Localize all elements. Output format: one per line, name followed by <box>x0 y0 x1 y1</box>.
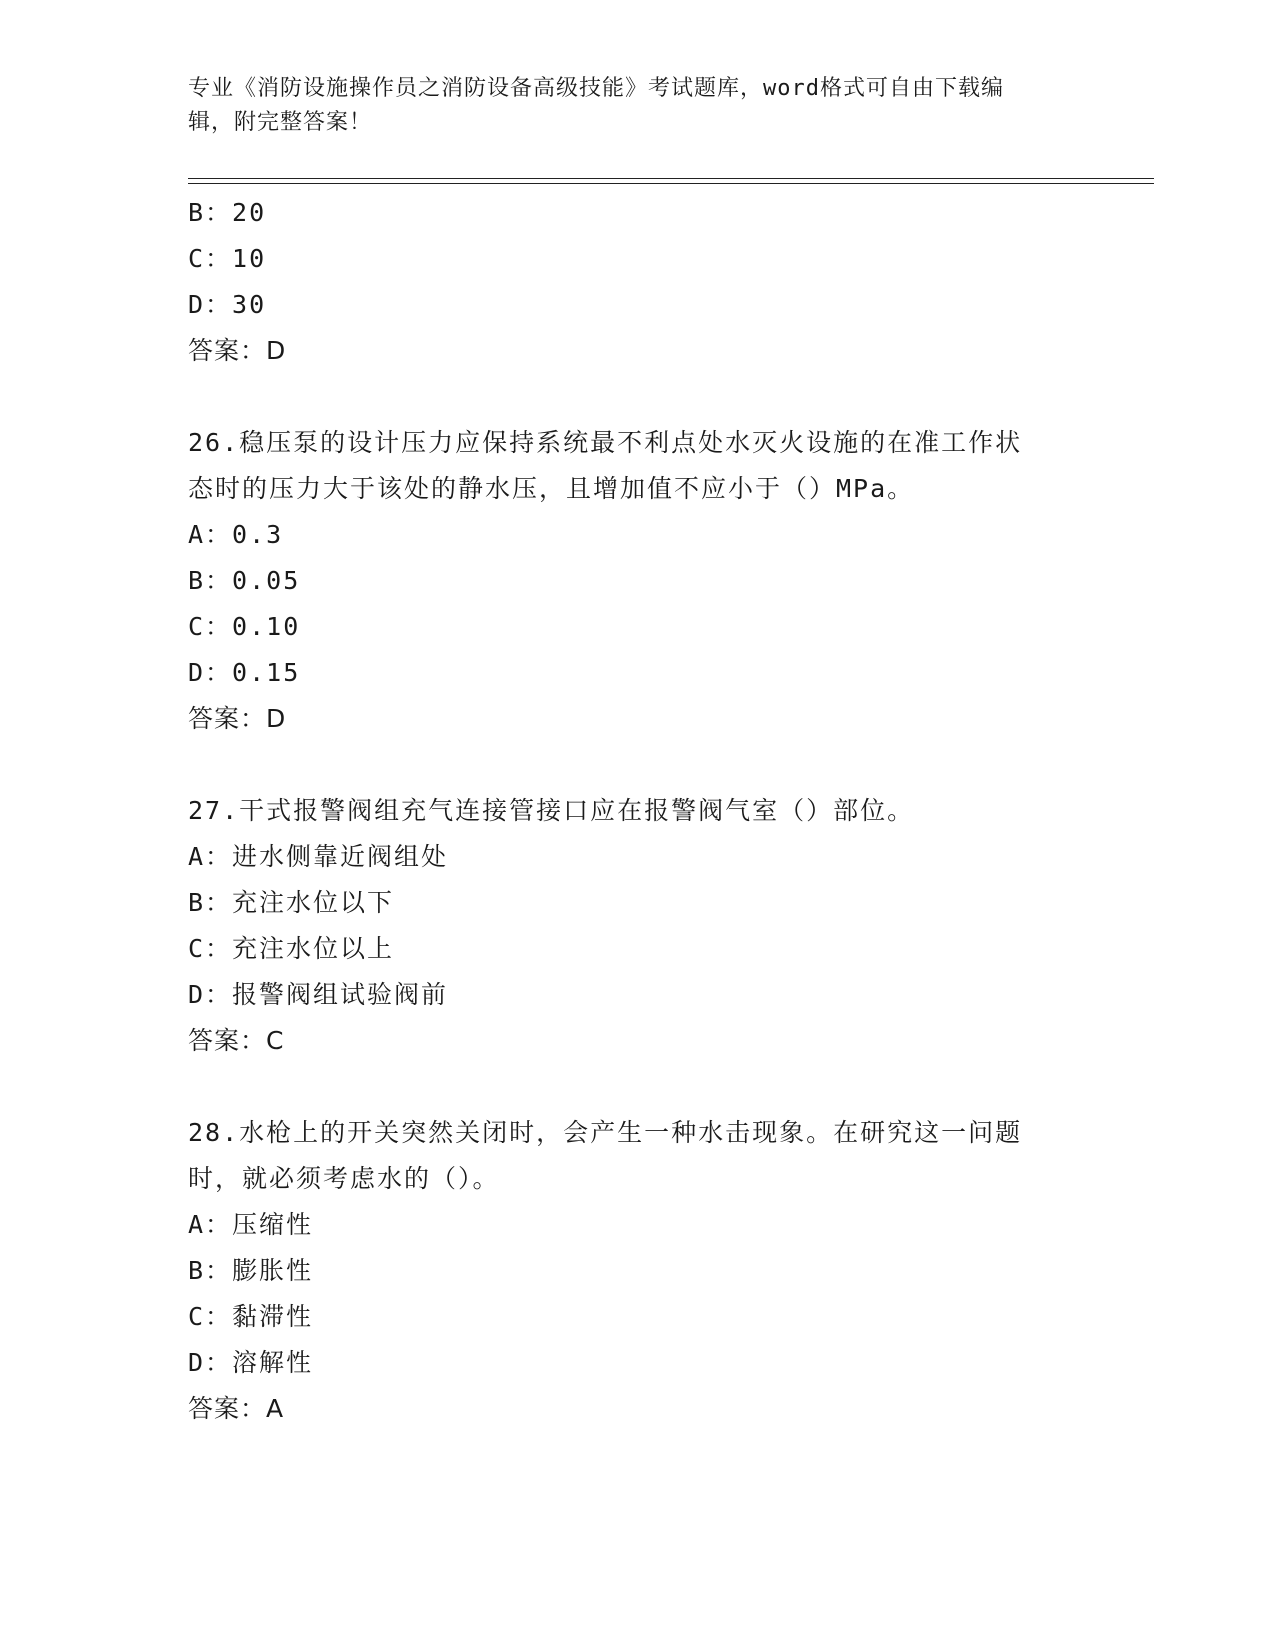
option-c: C：0.10 <box>188 612 301 641</box>
answer: 答案：A <box>188 1394 285 1423</box>
question-stem-line-1: 28.水枪上的开关突然关闭时，会产生一种水击现象。在研究这一问题 <box>188 1118 1023 1147</box>
question-stem-line-2: 态时的压力大于该处的静水压，且增加值不应小于（）MPa。 <box>188 474 915 503</box>
answer: 答案：D <box>188 704 287 733</box>
question-stem-line-1: 27.干式报警阀组充气连接管接口应在报警阀气室（）部位。 <box>188 796 915 825</box>
option-c: C：黏滞性 <box>188 1302 314 1331</box>
question-28 <box>188 1110 1088 1432</box>
header-divider-bottom <box>188 183 1154 184</box>
answer: 答案：D <box>188 336 287 365</box>
option-d: D：30 <box>188 290 267 319</box>
option-a: A：0.3 <box>188 520 284 549</box>
question-content <box>188 190 1088 1432</box>
question-26 <box>188 420 1088 742</box>
answer: 答案：C <box>188 1026 285 1055</box>
document-header <box>188 72 1088 140</box>
option-d: D：报警阀组试验阀前 <box>188 980 449 1009</box>
question-stem-line-2: 时，就必须考虑水的（）。 <box>188 1164 500 1193</box>
question-stem-line-1: 26.稳压泵的设计压力应保持系统最不利点处水灭火设施的在准工作状 <box>188 428 1023 457</box>
option-d: D：0.15 <box>188 658 301 687</box>
header-line-1: 专业《消防设施操作员之消防设备高级技能》考试题库，word格式可自由下载编 <box>188 76 1004 101</box>
option-c: C：10 <box>188 244 267 273</box>
option-c: C：充注水位以上 <box>188 934 395 963</box>
option-b: B：0.05 <box>188 566 301 595</box>
question-25-tail <box>188 190 1088 374</box>
option-d: D：溶解性 <box>188 1348 314 1377</box>
header-line-2: 辑，附完整答案！ <box>188 110 373 135</box>
question-27 <box>188 788 1088 1064</box>
option-b: B：膨胀性 <box>188 1256 314 1285</box>
option-a: A：压缩性 <box>188 1210 314 1239</box>
option-a: A：进水侧靠近阀组处 <box>188 842 449 871</box>
option-b: B：充注水位以下 <box>188 888 395 917</box>
option-b: B：20 <box>188 198 267 227</box>
header-divider-top <box>188 178 1154 179</box>
